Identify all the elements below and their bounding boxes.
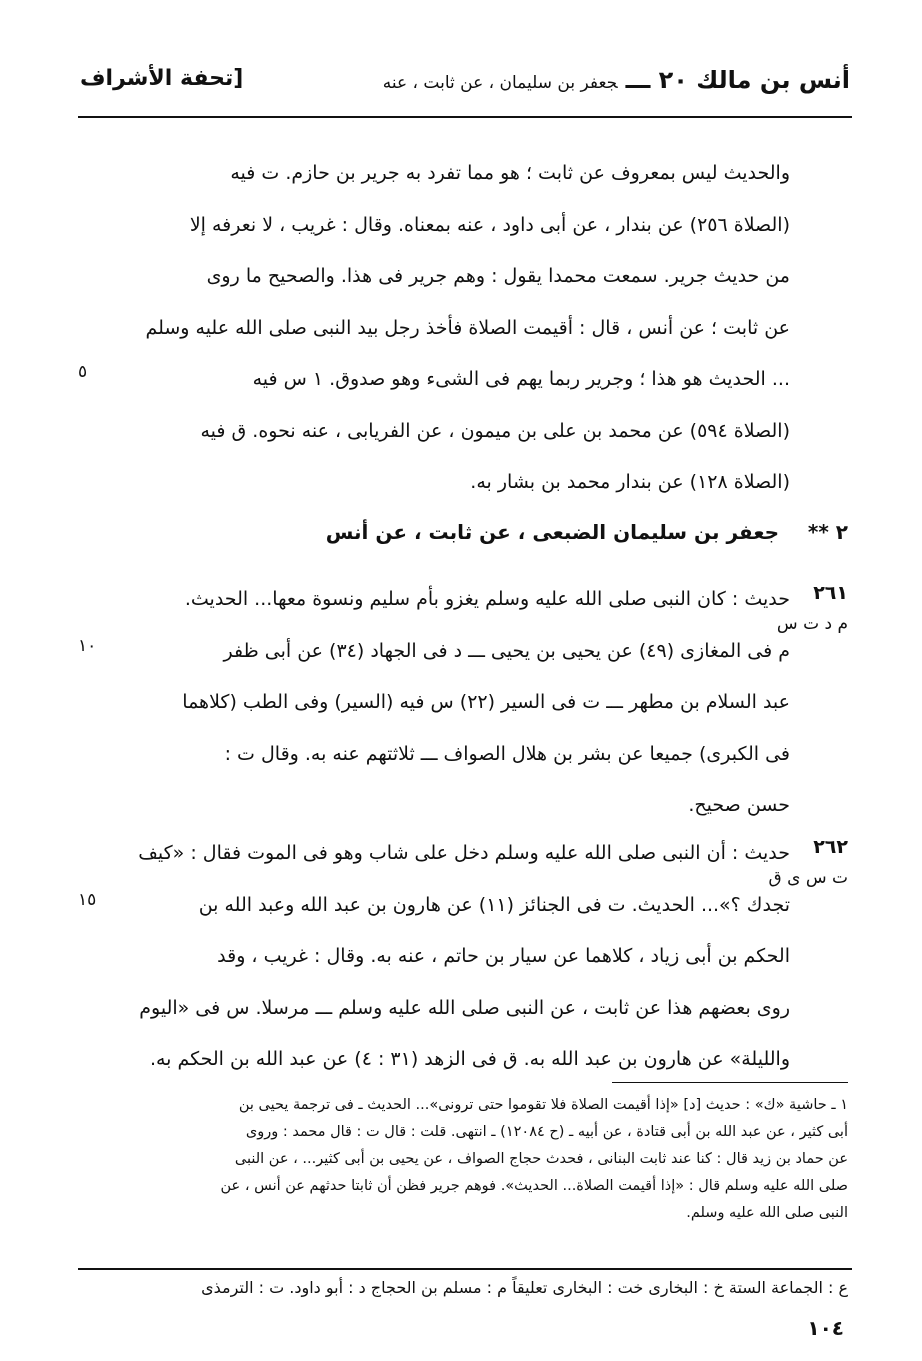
intro-paragraph: [100, 148, 790, 509]
footnote-line: صلى الله عليه وسلم قال : «إذا أقيمت الصلاة... الحديث». فوهم جرير فظن أن ثابتا حدثهم عن أنس ، عن: [220, 1178, 848, 1194]
abbreviation-key: ع : الجماعة الستة خ : البخارى خت : البخارى تعليقاً م : مسلم بن الحجاج د : أبو داود. ت : الترمذى: [201, 1278, 848, 1297]
header-chapter-sub: جعفر بن سليمان ، عن ثابت ، عنه: [382, 73, 618, 93]
hadith-number-261: ٢٦١: [813, 582, 848, 604]
text-line: حسن صحيح.: [688, 794, 790, 816]
text-line: عبد السلام بن مطهر ـــ ت فى السير (٢٢) س فيه (السير) وفى الطب (كلاهما: [182, 691, 790, 713]
footnote-line: النبى صلى الله عليه وسلم.: [686, 1205, 848, 1221]
header-chapter: [383, 66, 850, 94]
footer-rule: [78, 1268, 852, 1270]
text-line: والليلة» عن هارون بن عبد الله به. ق فى الزهد (٣١ : ٤) عن عبد الله بن الحكم به.: [149, 1048, 790, 1070]
hadith-number-262: ٢٦٢: [813, 836, 848, 858]
text-line: (الصلاة ٥٩٤) عن محمد بن على بن ميمون ، عن الفريابى ، عنه نحوه. ق فيه: [200, 419, 790, 442]
header-rule: [78, 116, 852, 118]
text-line: حديث : كان النبى صلى الله عليه وسلم يغزو بأم سليم ونسوة معها... الحديث.: [184, 588, 790, 610]
footnote-rule: [612, 1082, 848, 1083]
page-number: ١٠٤: [807, 1316, 844, 1340]
text-line: ... الحديث هو هذا ؛ وجرير ربما يهم فى الشىء وهو صدوق. ١ س فيه: [252, 368, 790, 390]
text-line: فى الكبرى) جميعا عن بشر بن هلال الصواف ـــ ثلاثتهم عنه به. وقال ت :: [224, 742, 790, 765]
line-number-15: ١٥: [78, 890, 97, 910]
section-title: جعفر بن سليمان الضبعى ، عن ثابت ، عن أنس: [325, 520, 780, 544]
footnote-line: عن حماد بن زيد قال : كنا عند ثابت البنانى ، فحدث حجاج الصواف ، عن يحيى بن أبى كثير... ، عن النبى: [234, 1151, 848, 1167]
footnote-line: أبى كثير ، عن عبد الله بن أبى قتادة ، عن أبيه ـ (ح ١٢٠٨٤) ـ انتهى. قلت : قال ت : قال محمد : وروى: [245, 1124, 848, 1140]
text-line: عن ثابت ؛ عن أنس ، قال : أقيمت الصلاة فأخذ رجل بيد النبى صلى الله عليه وسلم: [145, 316, 790, 339]
text-line: من حديث جرير. سمعت محمدا يقول : وهم جرير فى هذا. والصحيح ما روى: [206, 265, 790, 287]
header-chapter-main: أنس بن مالك ٢٠ ـــ: [625, 66, 850, 94]
hadith-entry-262: [100, 828, 790, 1086]
text-line: والحديث ليس بمعروف عن ثابت ؛ هو مما تفرد به جرير بن حازم. ت فيه: [230, 162, 790, 184]
hadith-entry-261: [100, 574, 790, 832]
section-marker: ٢ **: [807, 520, 848, 544]
text-line: حديث : أن النبى صلى الله عليه وسلم دخل على شاب وهو فى الموت فقال : «كيف: [138, 842, 790, 864]
header-book-title: [تحفة الأشراف: [80, 66, 244, 91]
section-heading: [108, 520, 848, 544]
footnote-line: ١ ـ حاشية «ك» : حديث [د] «إذا أقيمت الصلاة فلا تقوموا حتى ترونى»... الحديث ـ فى ترجمة يحيى بن: [238, 1097, 848, 1113]
footnote: [132, 1092, 848, 1227]
line-number-5: ٥: [78, 362, 88, 382]
source-codes-261: م د ت س: [776, 614, 848, 634]
source-codes-262: ت س ى ق: [768, 868, 848, 888]
text-line: الحكم بن أبى زياد ، كلاهما عن سيار بن حاتم ، عنه به. وقال : غريب ، وقد: [217, 945, 790, 967]
text-line: (الصلاة ٢٥٦) عن بندار ، عن أبى داود ، عنه بمعناه. وقال : غريب ، لا نعرفه إلا: [189, 213, 790, 236]
text-line: (الصلاة ١٢٨) عن بندار محمد بن بشار به.: [470, 471, 790, 493]
text-line: تجدك ؟»... الحديث. ت فى الجنائز (١١) عن هارون بن عبد الله وعبد الله بن: [198, 893, 790, 916]
text-line: م فى المغازى (٤٩) عن يحيى بن يحيى ـــ د فى الجهاد (٣٤) عن أبى ظفر: [223, 639, 790, 662]
text-line: روى بعضهم هذا عن ثابت ، عن النبى صلى الله عليه وسلم ـــ مرسلا. س فى «اليوم: [139, 996, 790, 1019]
running-header: [80, 66, 850, 112]
line-number-10: ١٠: [78, 636, 97, 656]
